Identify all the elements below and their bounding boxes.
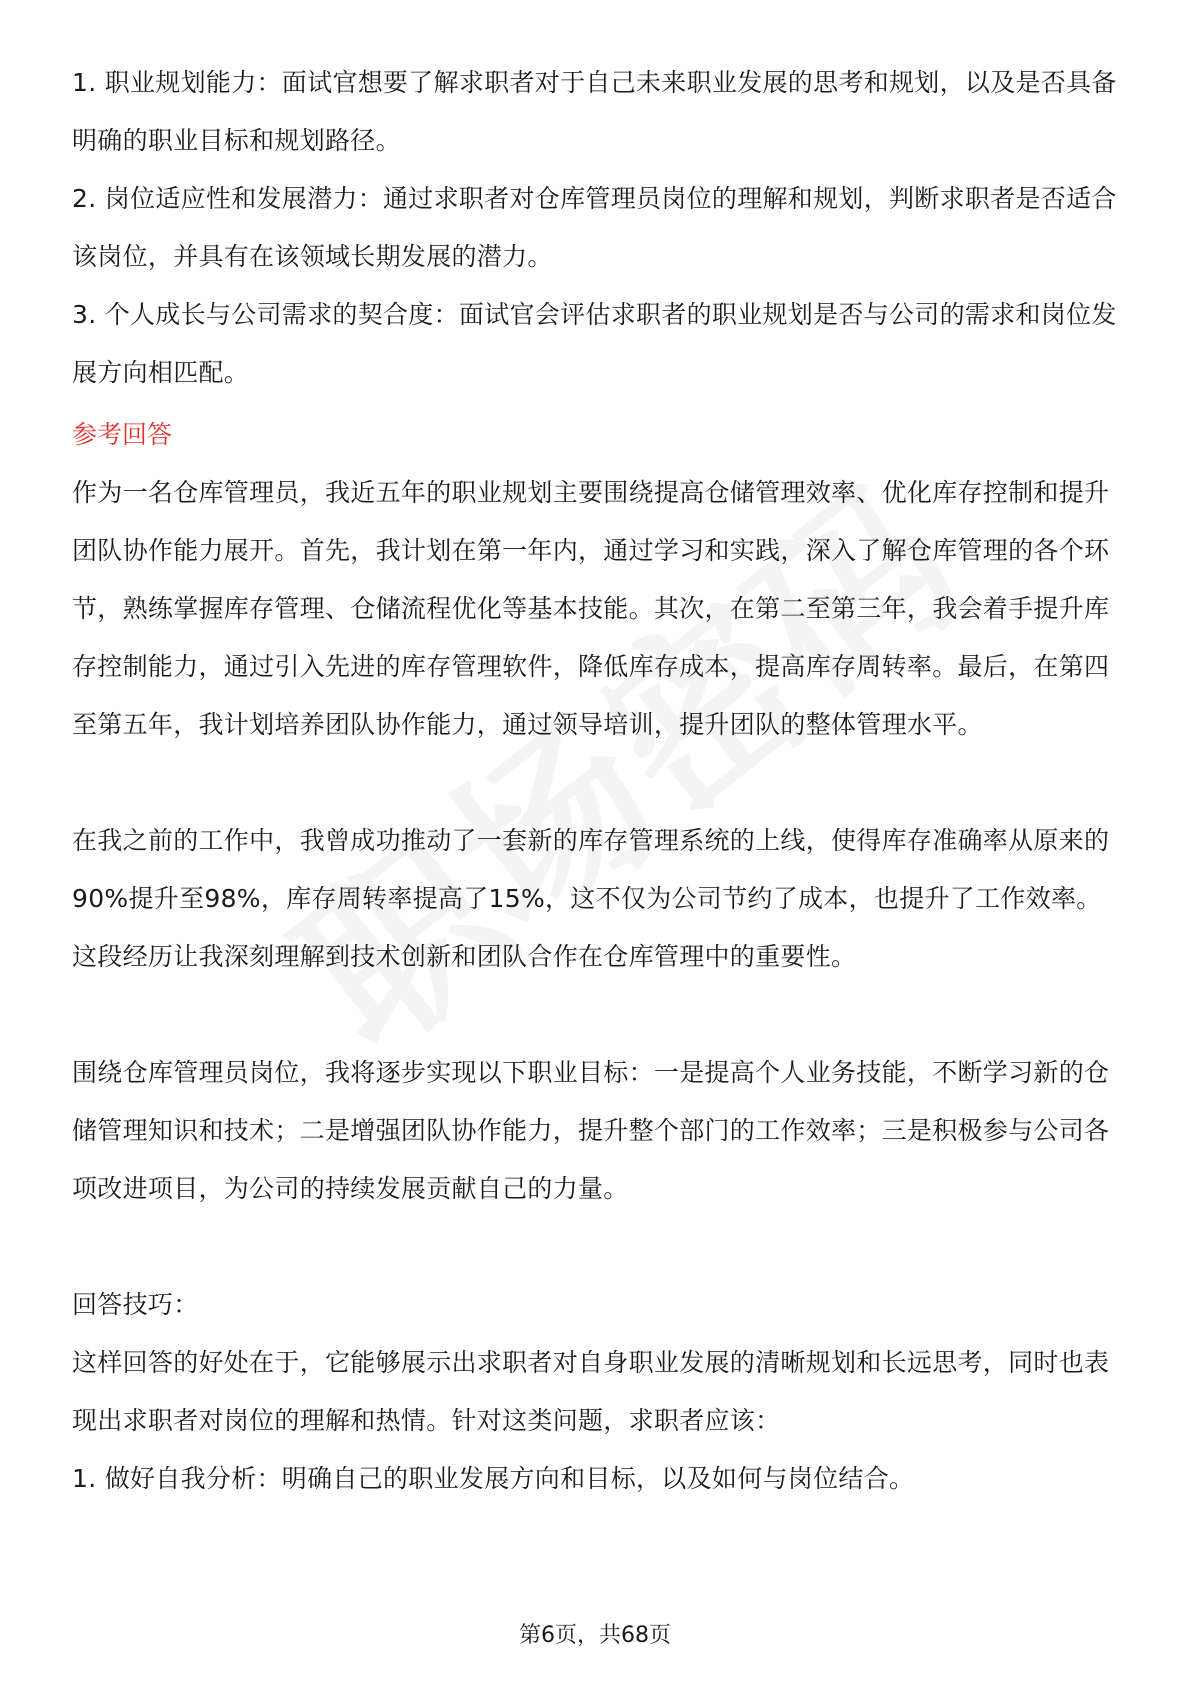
tips-paragraph-1: 这样回答的好处在于，它能够展示出求职者对自身职业发展的清晰规划和长远思考，同时也表现出求职者对岗位的理解和热情。针对这类问题，求职者应该： [72,1348,1110,1435]
page-number: 第6页，共68页 [519,1623,671,1648]
point-3: 3. 个人成长与公司需求的契合度：面试官会评估求职者的职业规划是否与公司的需求和岗位发展方向相匹配。 [72,300,1117,387]
point-1: 1. 职业规划能力：面试官想要了解求职者对于自己未来职业发展的思考和规划，以及是否具备明确的职业目标和规划路径。 [72,68,1117,155]
document-body [72,54,1120,1508]
point-2: 2. 岗位适应性和发展潜力：通过求职者对仓库管理员岗位的理解和规划，判断求职者是否适合该岗位，并具有在该领域长期发展的潜力。 [72,184,1117,271]
tips-heading: 回答技巧： [72,1290,199,1319]
tips-paragraph-2: 1. 做好自我分析：明确自己的职业发展方向和目标，以及如何与岗位结合。 [72,1464,915,1493]
answer-paragraph-2: 在我之前的工作中，我曾成功推动了一套新的库存管理系统的上线，使得库存准确率从原来的90%提升至98%，库存周转率提高了15%，这不仅为公司节约了成本，也提升了工作效率。这段经历让我深刻理解到技术创新和团队合作在仓库管理中的重要性。 [72,826,1110,971]
answer-paragraph-3: 围绕仓库管理员岗位，我将逐步实现以下职业目标：一是提高个人业务技能，不断学习新的仓储管理知识和技术；二是增强团队协作能力，提升整个部门的工作效率；三是积极参与公司各项改进项目，为公司的持续发展贡献自己的力量。 [72,1058,1110,1203]
answer-paragraph-1: 作为一名仓库管理员，我近五年的职业规划主要围绕提高仓储管理效率、优化库存控制和提升团队协作能力展开。首先，我计划在第一年内，通过学习和实践，深入了解仓库管理的各个环节，熟练掌握库存管理、仓储流程优化等基本技能。其次，在第二至第三年，我会着手提升库存控制能力，通过引入先进的库存管理软件，降低库存成本，提高库存周转率。最后，在第四至第五年，我计划培养团队协作能力，通过领导培训，提升团队的整体管理水平。 [72,478,1110,739]
answer-heading: 参考回答 [72,420,173,449]
